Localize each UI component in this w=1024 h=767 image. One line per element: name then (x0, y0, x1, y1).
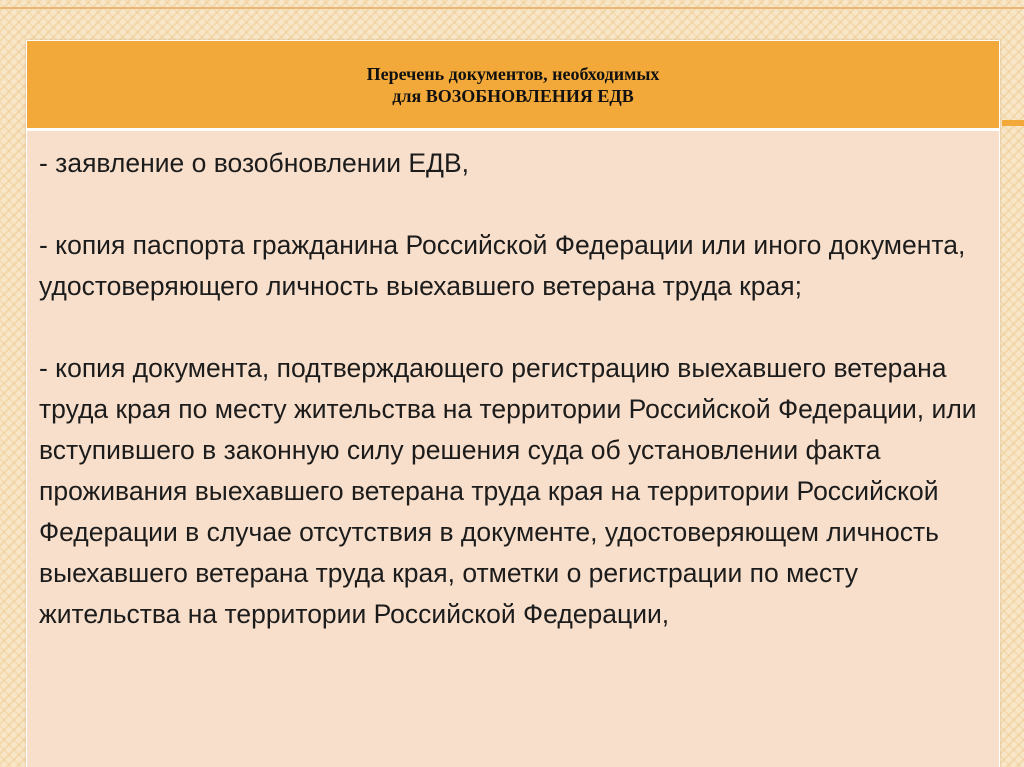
document-item-registration-copy: - копия документа, подтверждающего регистрацию выехавшего ветерана труда края по месту жительства на территории Российской Федерации, или вступившего в законную силу решения суда об установлении факта проживания выехавшего ветерана труда края на территории Российской Федерации в случае отсутствия в документе, удостоверяющем личность выехавшего ветерана труда края, отметки о регистрации по месту жительства на территории Российской Федерации, (39, 353, 977, 629)
header-title-prefix: для (392, 85, 426, 106)
document-item-application: - заявление о возобновлении ЕДВ, (39, 148, 470, 178)
document-item-passport-copy: - копия паспорта гражданина Российской Федерации или иного документа, удостоверяющего личность выехавшего ветерана труда края; (39, 230, 966, 301)
documents-table (26, 40, 1000, 767)
table-header (27, 41, 999, 131)
table-body-cell (27, 131, 999, 767)
top-decorative-rule (0, 7, 1024, 9)
header-title-line-2 (392, 85, 634, 107)
right-accent-bar (1002, 120, 1024, 126)
item-spacer (39, 184, 987, 225)
header-title-line-1: Перечень документов, необходимых (366, 63, 660, 84)
header-title-caps: ВОЗОБНОВЛЕНИЯ ЕДВ (425, 85, 634, 106)
item-spacer (39, 307, 987, 348)
